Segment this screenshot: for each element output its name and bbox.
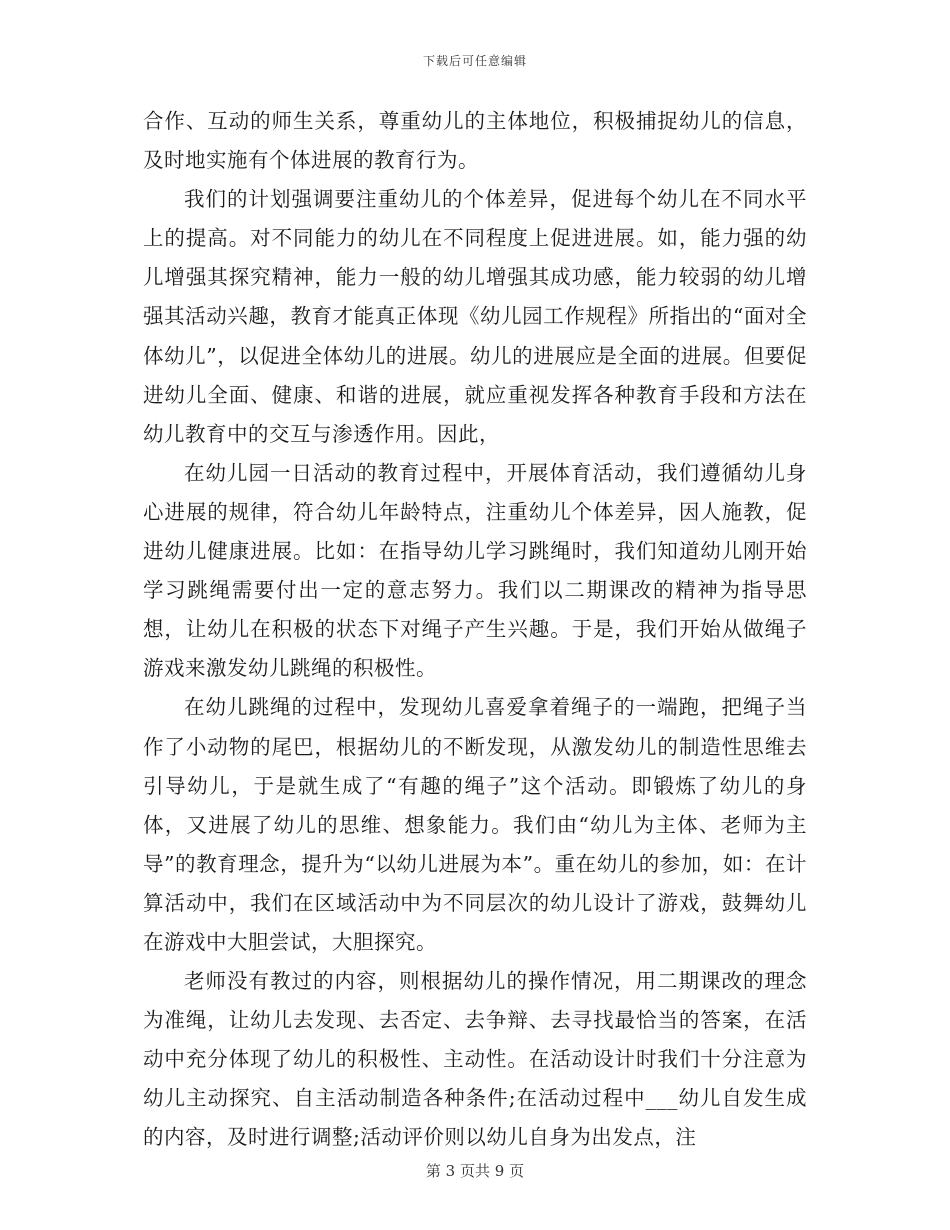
document-body <box>143 102 807 1158</box>
paragraph-5: 老师没有教过的内容，则根据幼儿的操作情况，用二期课改的理念为准绳，让幼儿去发现、去否定、去争辩、去寻找最恰当的答案，在活动中充分体现了幼儿的积极性、主动性。在活动设计时我们十分注意为幼儿主动探究、自主活动制造各种条件;在活动过程中___幼儿自发生成的内容，及时进行调整;活动评价则以幼儿自身为出发点，注 <box>143 969 807 1150</box>
paragraph-4: 在幼儿跳绳的过程中，发现幼儿喜爱拿着绳子的一端跑，把绳子当作了小动物的尾巴，根据幼儿的不断发现，从激发幼儿的制造性思维去引导幼儿，于是就生成了“有趣的绳子”这个活动。即锻炼了幼儿的身体，又进展了幼儿的思维、想象能力。我们由“幼儿为主体、老师为主导”的教育理念，提升为“以幼儿进展为本”。重在幼儿的参加，如：在计算活动中，我们在区域活动中为不同层次的幼儿设计了游戏，鼓舞幼儿在游戏中大胆尝试，大胆探究。 <box>143 695 807 954</box>
paragraph-3: 在幼儿园一日活动的教育过程中，开展体育活动，我们遵循幼儿身心进展的规律，符合幼儿年龄特点，注重幼儿个体差异，因人施教，促进幼儿健康进展。比如：在指导幼儿学习跳绳时，我们知道幼儿刚开始学习跳绳需要付出一定的意志努力。我们以二期课改的精神为指导思想，让幼儿在积极的状态下对绳子产生兴趣。于是，我们开始从做绳子游戏来激发幼儿跳绳的积极性。 <box>143 460 807 681</box>
paragraph-1: 合作、互动的师生关系，尊重幼儿的主体地位，积极捕捉幼儿的信息，及时地实施有个体进展的教育行为。 <box>143 109 807 173</box>
paragraph-2: 我们的计划强调要注重幼儿的个体差异，促进每个幼儿在不同水平上的提高。对不同能力的幼儿在不同程度上促进进展。如，能力强的幼儿增强其探究精神，能力一般的幼儿增强其成功感，能力较弱的幼儿增强其活动兴趣，教育才能真正体现《幼儿园工作规程》所指出的“面对全体幼儿”，以促进全体幼儿的进展。幼儿的进展应是全面的进展。但要促进幼儿全面、健康、和谐的进展，就应重视发挥各种教育手段和方法在幼儿教育中的交互与渗透作用。因此， <box>143 187 807 446</box>
page-number: 第 3 页共 9 页 <box>425 1162 525 1180</box>
page-header: 下载后可任意编辑 <box>422 54 527 68</box>
